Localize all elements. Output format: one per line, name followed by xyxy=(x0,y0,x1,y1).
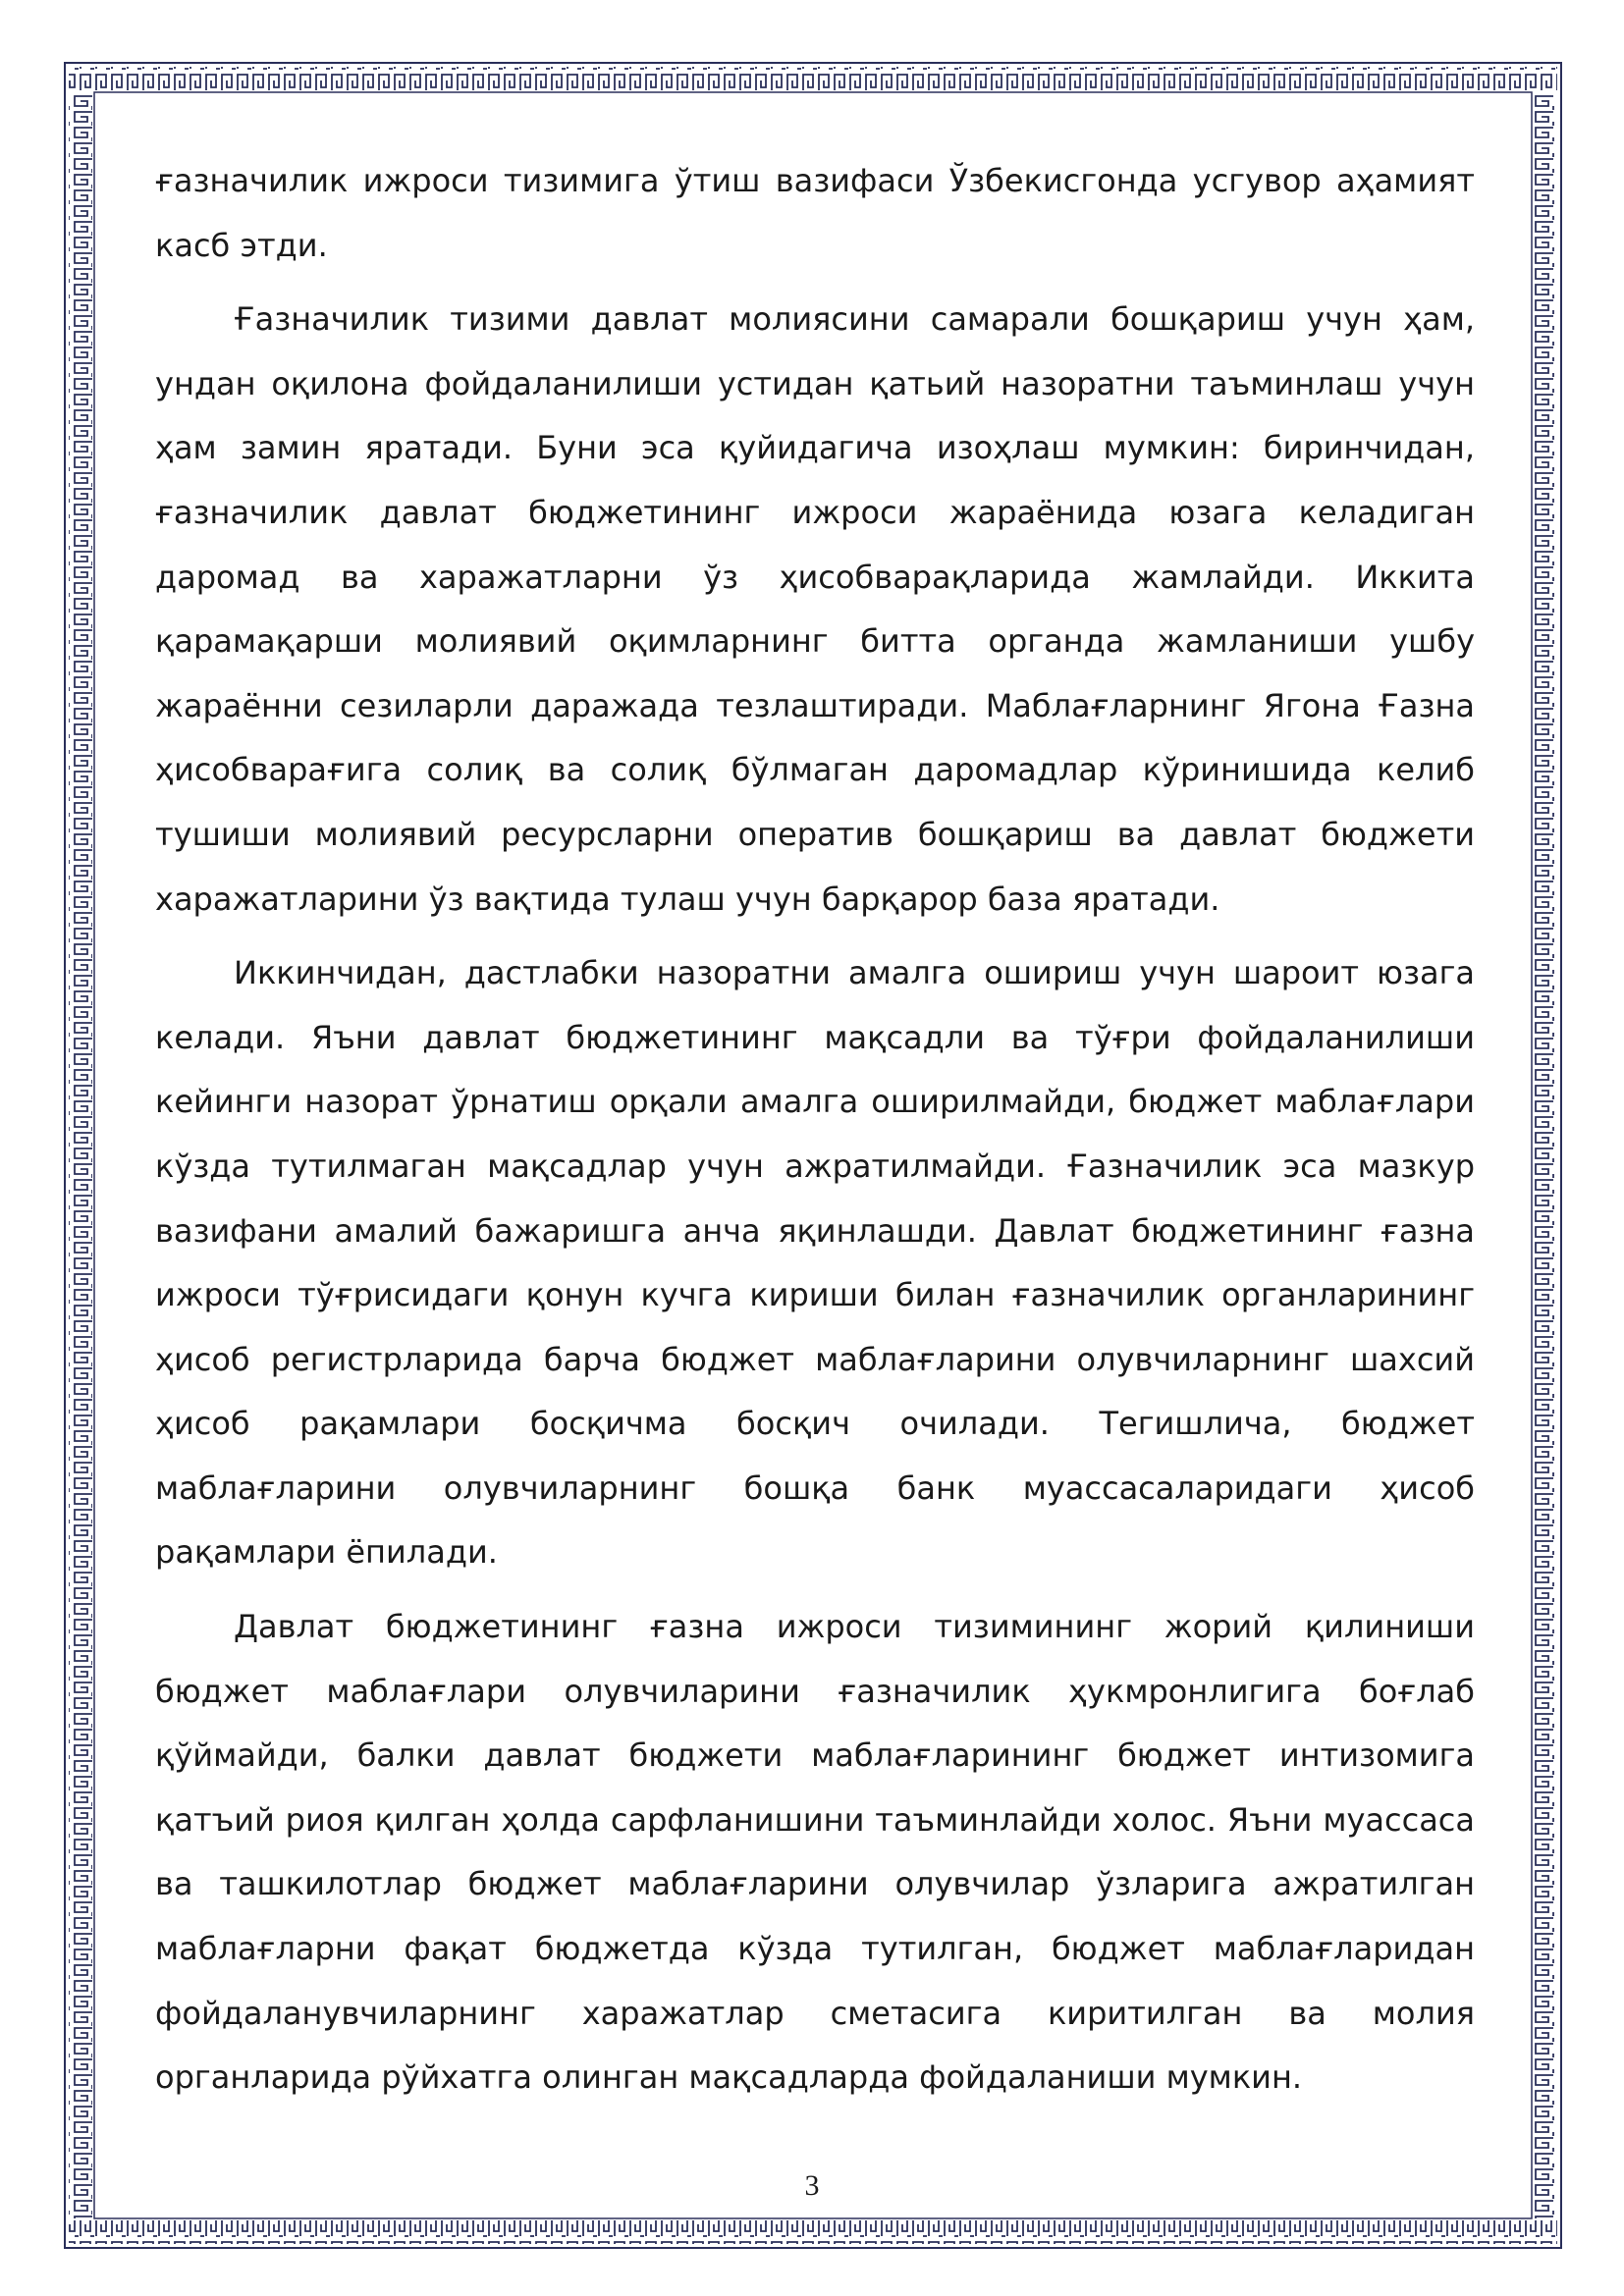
paragraph-2: Ғазначилик тизими давлат молиясини самарали бошқариш учун ҳам, ундан оқилона фойдаланилиши устидан қатьий назоратни таъминлаш учун ҳам замин яратади. Буни эса қуйидагича изоҳлаш мумкин: биринчидан, ғазначилик давлат бюджетининг ижроси жараёнида юзага келадиган даромад ва харажатларни ўз ҳисобварақларида жамлайди. Иккита қарамақарши молиявий оқимларнинг битта органда жамланиши ушбу жараённи сезиларли даражада тезлаштиради. Маблағларнинг Ягона Ғазна ҳисобварағига солиқ ва солиқ бўлмаган даромадлар кўринишида келиб тушиши молиявий ресурсларни оператив бошқариш ва давлат бюджети харажатларини ўз вақтида тулаш учун барқарор база яратади. xyxy=(155,300,1475,918)
page-number: 3 xyxy=(804,2169,820,2202)
paragraph-4: Давлат бюджетининг ғазна ижроси тизимининг жорий қилиниши бюджет маблағлари олувчиларини ғазначилик ҳукмронлигига боғлаб қўймайди, балки давлат бюджети маблағларининг бюджет интизомига қатъий риоя қилган ҳолда сарфланишини таъминлайди холос. Яъни муассаса ва ташкилотлар бюджет маблағларини олувчилар ўзларига ажратилган маблағларни фақат бюджетда кўзда тутилган, бюджет маблағларидан фойдаланувчиларнинг харажатлар сметасига киритилган ва молия органларида рўйхатга олинган мақсадларда фойдаланиши мумкин. xyxy=(155,1608,1475,2097)
paragraph-3: Иккинчидан, дастлабки назоратни амалга ошириш учун шароит юзага келади. Яъни давлат бюджетининг мақсадли ва тўғри фойдаланилиши кейинги назорат ўрнатиш орқали амалга оширилмайди, бюджет маблағлари кўзда тутилмаган мақсадлар учун ажратилмайди. Ғазначилик эса мазкур вазифани амалий бажаришга анча яқинлашди. Давлат бюджетининг ғазна ижроси тўғрисидаги қонун кучга кириши билан ғазначилик органларининг ҳисоб регистрларида барча бюджет маблағларини олувчиларнинг шахсий ҳисоб рақамлари босқичма босқич очилади. Тегишлича, бюджет маблағларини олувчиларнинг бошқа банк муассасаларидаги ҳисоб рақамлари ёпилади. xyxy=(155,954,1475,1572)
document-body xyxy=(155,149,1475,2110)
paragraph-1: ғазначилик ижроси тизимига ўтиш вазифаси Ўзбекисгонда усгувор аҳамият касб этди. xyxy=(155,162,1475,264)
